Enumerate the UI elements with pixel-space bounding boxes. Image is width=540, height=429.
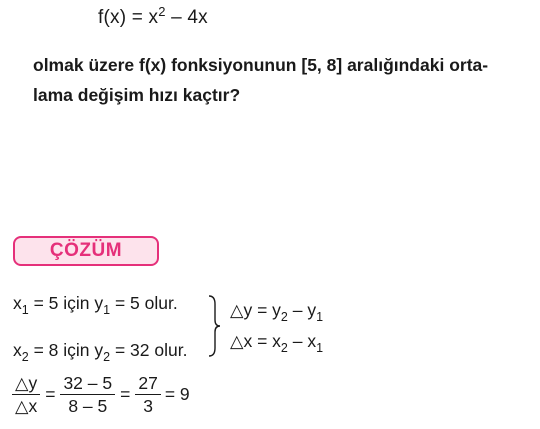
fraction-delta [12, 372, 40, 417]
line1-end: = 5 olur. [110, 293, 178, 313]
function-prefix: f(x) = x [98, 7, 159, 28]
delta-x-sub-b: 1 [316, 341, 324, 355]
question-line-2: lama değişim hızı kaçtır? [33, 85, 241, 105]
rate-calculation [12, 372, 195, 417]
function-suffix: – 4x [165, 7, 208, 28]
line2-mid: = 8 için y [28, 340, 104, 360]
delta-x-expression [230, 331, 323, 355]
delta-y-left: △y = y [230, 300, 281, 320]
line2-end: = 32 olur. [110, 340, 188, 360]
function-exponent: 2 [158, 4, 166, 19]
delta-y-sub-b: 1 [316, 310, 324, 324]
delta-y-expression [230, 300, 323, 324]
line2-var: x [13, 340, 22, 360]
fraction-values-numerator: 32 – 5 [63, 373, 113, 393]
fraction-values-denominator: 8 – 5 [68, 396, 108, 417]
fraction-delta-denominator: △x [15, 396, 38, 417]
right-brace-icon [207, 294, 221, 358]
solution-badge [13, 236, 159, 266]
fraction-result [135, 372, 160, 417]
given-line-2 [13, 340, 187, 364]
function-definition [98, 4, 208, 29]
solution-badge-label: ÇÖZÜM [49, 240, 123, 261]
fraction-result-denominator: 3 [143, 396, 153, 417]
delta-x-sub-a: 2 [280, 341, 288, 355]
equals-sign: = [120, 384, 131, 405]
line1-var: x [13, 293, 22, 313]
question-text [33, 50, 488, 110]
given-line-1 [13, 293, 178, 317]
fraction-delta-numerator: △y [15, 373, 38, 393]
equals-sign: = [45, 384, 56, 405]
fraction-values [60, 372, 115, 417]
line2-var-sub: 2 [21, 350, 29, 364]
line1-mid: = 5 için y [28, 293, 104, 313]
line1-mid-sub: 1 [103, 303, 111, 317]
delta-y-minus: – y [287, 300, 317, 320]
final-result: = 9 [164, 384, 190, 405]
delta-x-minus: – x [287, 331, 317, 351]
line2-mid-sub: 2 [103, 350, 111, 364]
line1-var-sub: 1 [21, 303, 29, 317]
fraction-result-numerator: 27 [138, 373, 158, 393]
question-line-1: olmak üzere f(x) fonksiyonunun [5, 8] aralığındaki orta- [33, 55, 489, 75]
delta-x-left: △x = x [230, 331, 281, 351]
delta-y-sub-a: 2 [280, 310, 288, 324]
